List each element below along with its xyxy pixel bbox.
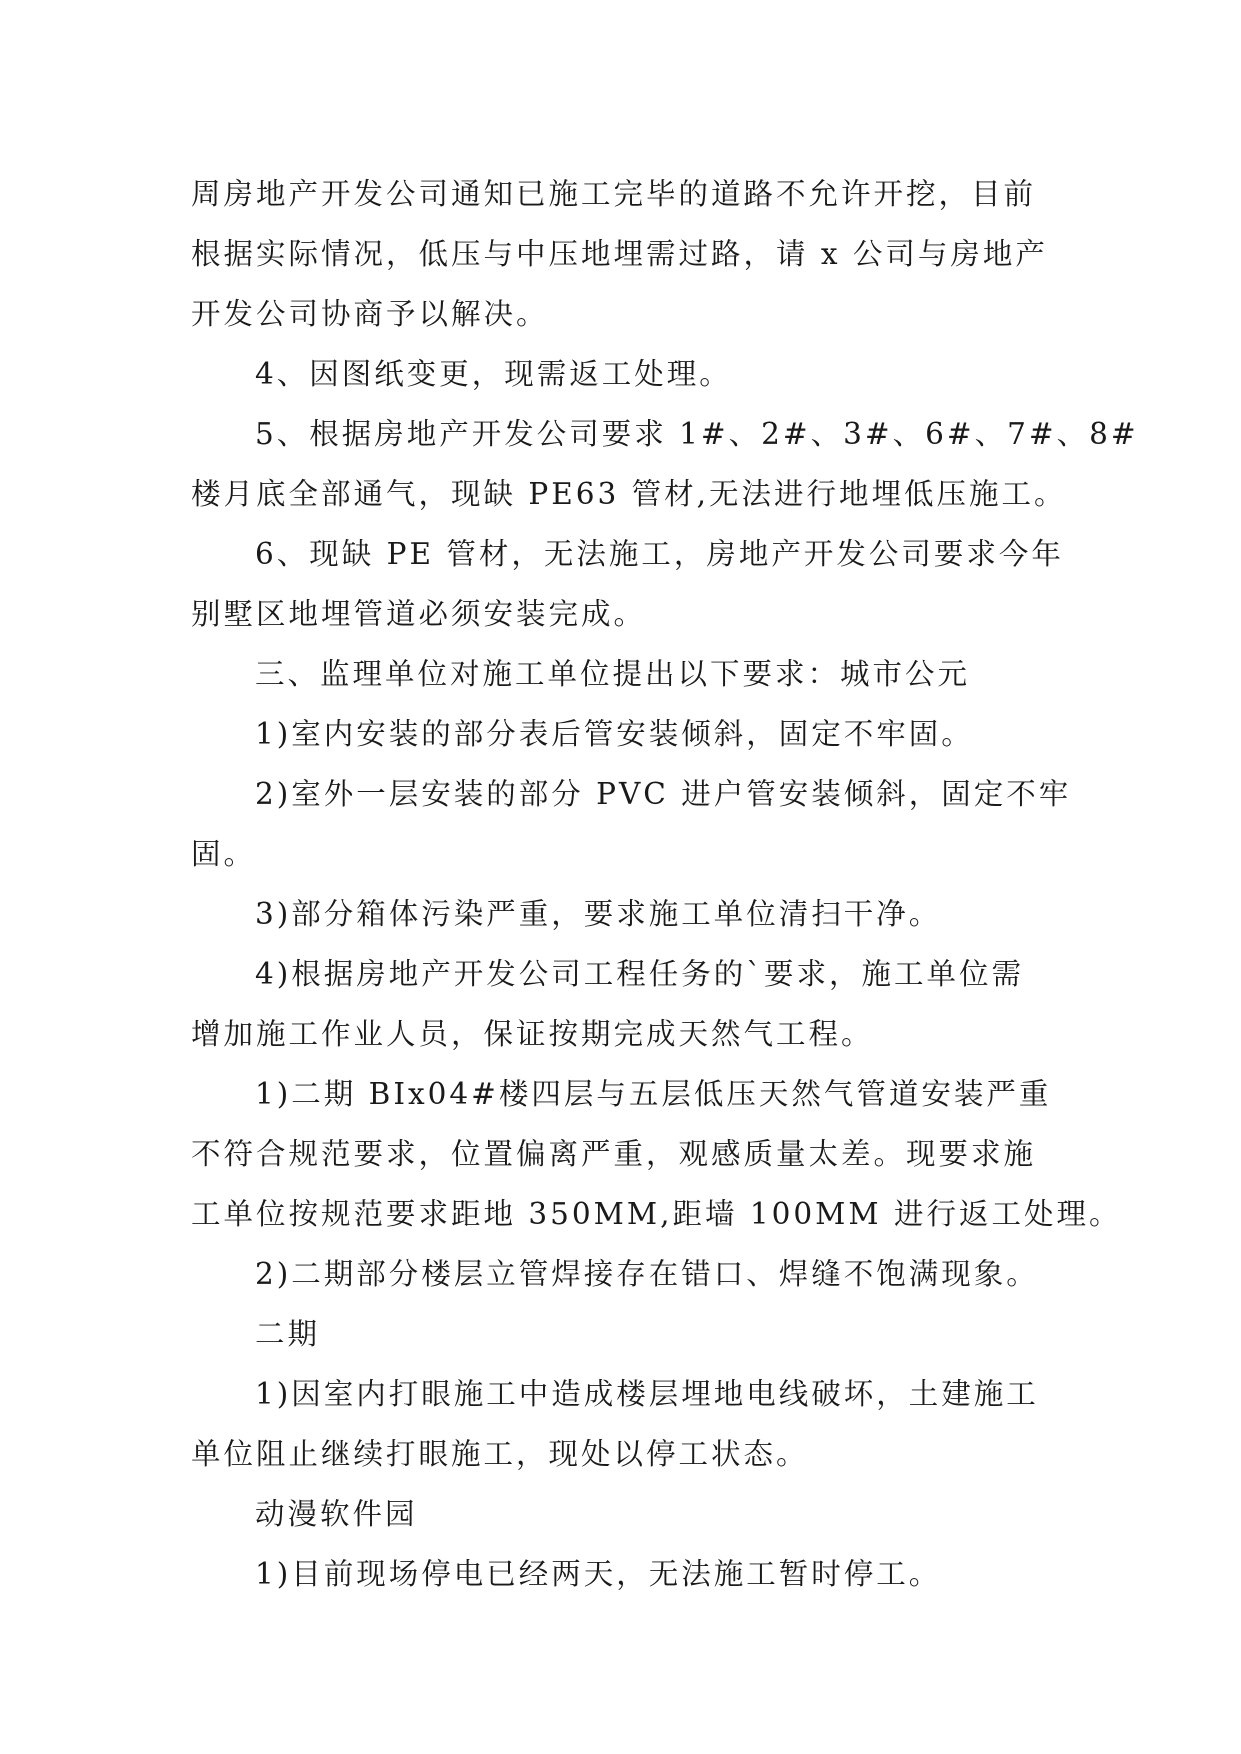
text-line: 2)室外一层安装的部分 PVC 进户管安装倾斜，固定不牢 <box>255 777 1072 811</box>
text-line: 根据实际情况，低压与中压地埋需过路，请 x 公司与房地产 <box>191 237 1048 271</box>
text-line: 1)二期 BIx04#楼四层与五层低压天然气管道安装严重 <box>255 1077 1052 1111</box>
text-line: 工单位按规范要求距地 350MM,距墙 100MM 进行返工处理。 <box>191 1197 1122 1231</box>
document-body <box>191 164 1139 1604</box>
subsection-heading: 二期 <box>255 1317 321 1351</box>
section-heading: 三、监理单位对施工单位提出以下要求：城市公元 <box>255 657 971 691</box>
text-line: 3)部分箱体污染严重，要求施工单位清扫干净。 <box>255 897 942 931</box>
text-line: 单位阻止继续打眼施工，现处以停工状态。 <box>191 1437 809 1471</box>
text-line: 楼月底全部通气，现缺 PE63 管材,无法进行地埋低压施工。 <box>191 477 1067 511</box>
text-line: 周房地产开发公司通知已施工完毕的道路不允许开挖，目前 <box>191 177 1037 211</box>
text-line: 4、因图纸变更，现需返工处理。 <box>255 357 732 391</box>
text-line: 6、现缺 PE 管材，无法施工，房地产开发公司要求今年 <box>255 537 1064 571</box>
text-line: 固。 <box>191 837 257 871</box>
text-line: 1)因室内打眼施工中造成楼层埋地电线破坏，土建施工 <box>255 1377 1039 1411</box>
subsection-heading: 动漫软件园 <box>255 1497 418 1531</box>
text-line: 开发公司协商予以解决。 <box>191 297 549 331</box>
text-line: 别墅区地埋管道必须安装完成。 <box>191 597 647 631</box>
text-line: 1)目前现场停电已经两天，无法施工暂时停工。 <box>255 1557 942 1591</box>
text-line: 2)二期部分楼层立管焊接存在错口、焊缝不饱满现象。 <box>255 1257 1039 1291</box>
text-line: 5、根据房地产开发公司要求 1#、2#、3#、6#、7#、8# <box>255 417 1139 451</box>
text-line: 1)室内安装的部分表后管安装倾斜，固定不牢固。 <box>255 717 974 751</box>
text-line: 不符合规范要求，位置偏离严重，观感质量太差。现要求施 <box>191 1137 1037 1171</box>
text-line: 4)根据房地产开发公司工程任务的`要求，施工单位需 <box>255 957 1025 991</box>
text-line: 增加施工作业人员，保证按期完成天然气工程。 <box>191 1017 874 1051</box>
